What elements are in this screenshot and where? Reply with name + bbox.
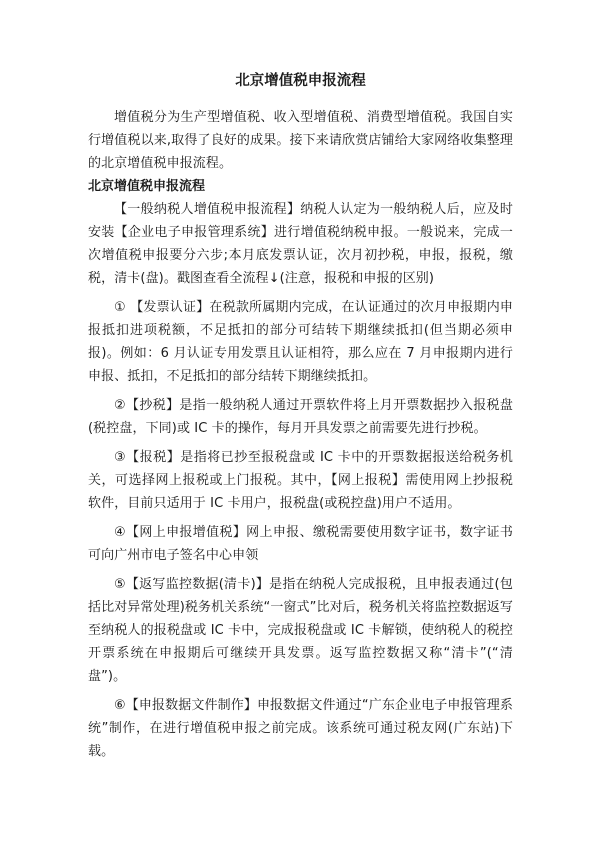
paragraph-step-6-data-file: ⑥【申报数据文件制作】申报数据文件通过“广东企业电子申报管理系统”制作，在进行增值税申报之前完成。该系统可通过税友网(广东站)下载。 xyxy=(88,698,513,759)
paragraph-step-2-copy-tax: ②【抄税】是指一般纳税人通过开票软件将上月开票数据抄入报税盘(税控盘，下同)或 IC 卡的操作，每月开具发票之前需要先进行抄税。 xyxy=(88,398,513,436)
paragraph-step-4-online-declaration: ④【网上申报增值税】网上申报、缴税需要使用数字证书，数字证书可向广州市电子签名中心申领 xyxy=(88,525,513,563)
document-page xyxy=(88,70,513,763)
paragraph-general-taxpayer: 【一般纳税人增值税申报流程】纳税人认定为一般纳税人后，应及时安装【企业电子申报管理系统】进行增值税纳税申报。一般说来，完成一次增值税申报要分六步;本月底发票认证，次月初抄税，申报，报税，缴税，清卡(盘)。戳图查看全流程↓(注意，报税和申报的区别) xyxy=(88,202,513,286)
paragraph-step-3-report-tax: ③【报税】是指将已抄至报税盘或 IC 卡中的开票数据报送给税务机关，可选择网上报税或上门报税。其中，【网上报税】需使用网上抄报税软件，目前只适用于 IC 卡用户，报税盘(或税控盘)用户不适用。 xyxy=(88,450,513,511)
document-title: 北京增值税申报流程 xyxy=(235,73,366,89)
paragraph-step-5-clear-card: ⑤【返写监控数据(清卡)】是指在纳税人完成报税，且申报表通过(包括比对异常处理)税务机关系统“一窗式”比对后，税务机关将监控数据返写至纳税人的报税盘或 IC 卡中，完成报税盘或 IC 卡解锁，使纳税人的税控开票系统在申报期后可继续开具发票。返写监控数据又称“清卡”(“清盘”)。 xyxy=(88,577,513,684)
section-heading: 北京增值税申报流程 xyxy=(88,179,206,194)
paragraph-step-1-invoice-certification: ① 【发票认证】在税款所属期内完成，在认证通过的次月申报期内申报抵扣进项税额，不足抵扣的部分可结转下期继续抵扣(但当期必须申报)。例如：6 月认证专用发票且认证相符，那么应在 7 月申报期内进行申报、抵扣，不足抵扣的部分结转下期继续抵扣。 xyxy=(88,300,513,384)
intro-paragraph: 增值税分为生产型增值税、收入型增值税、消费型增值税。我国自实行增值税以来,取得了良好的成果。接下来请欣赏店铺给大家网络收集整理的北京增值税申报流程。 xyxy=(88,110,513,171)
